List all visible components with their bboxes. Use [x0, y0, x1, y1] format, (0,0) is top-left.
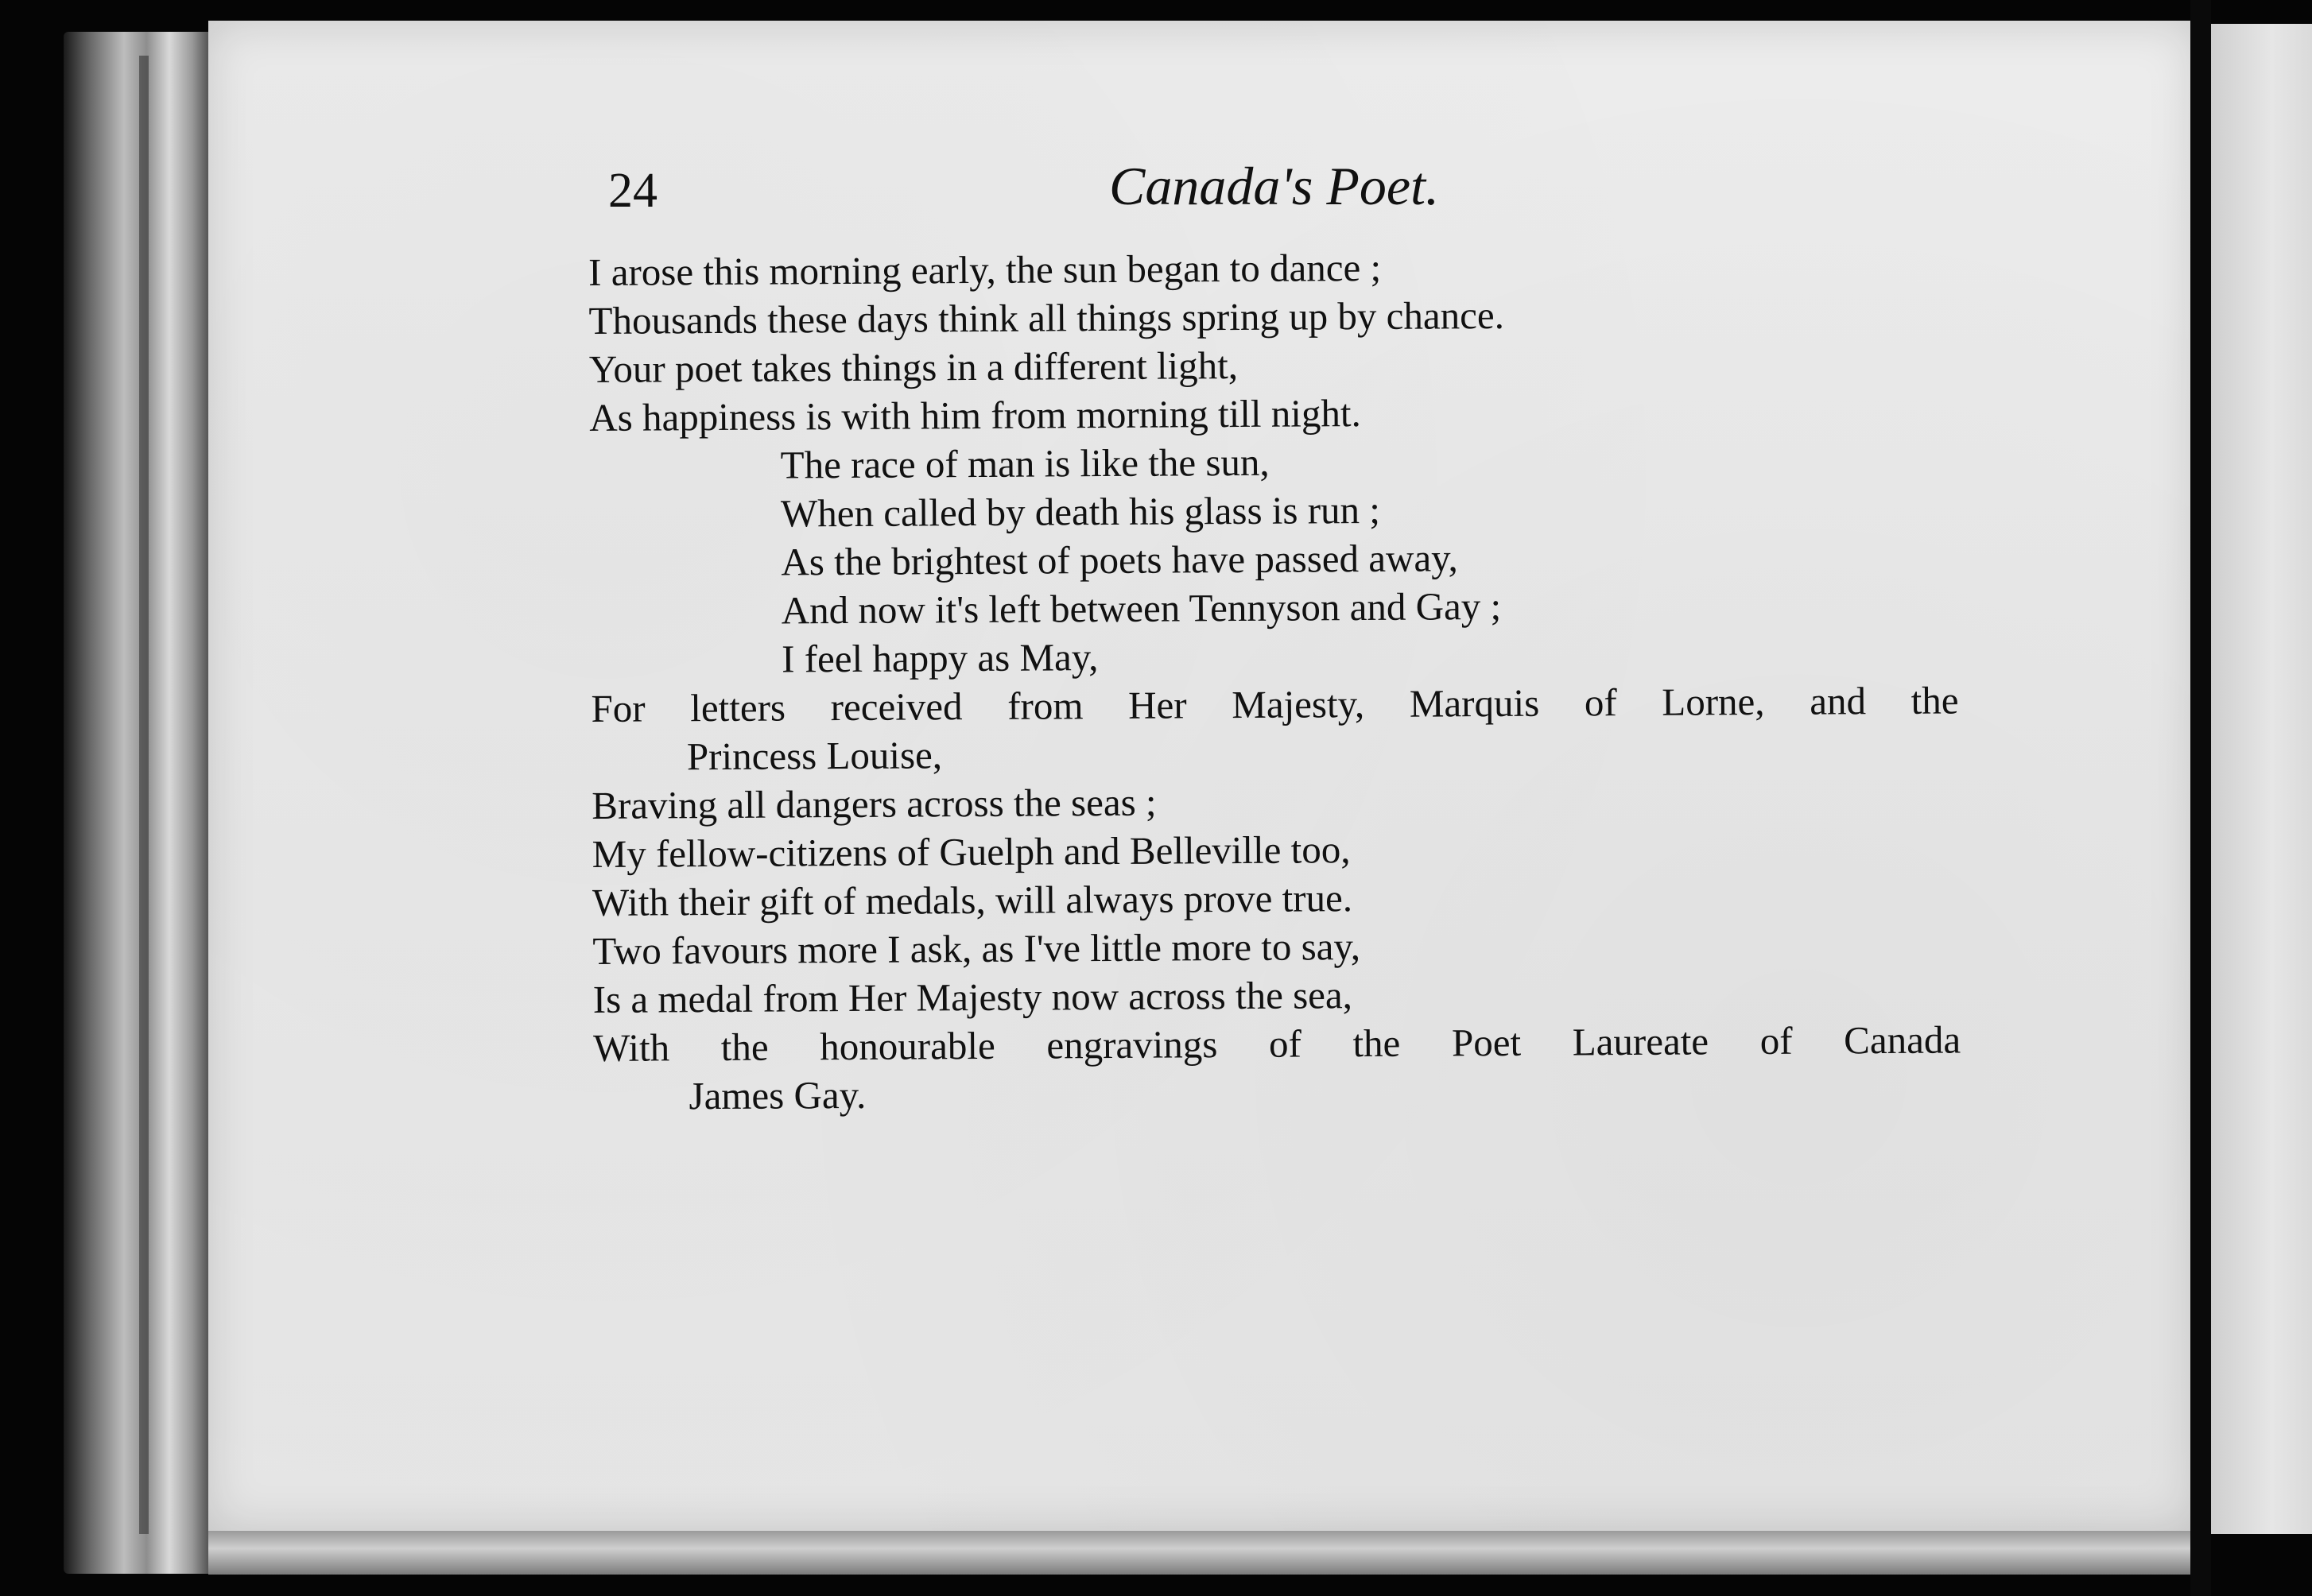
adjacent-page-edge [2211, 24, 2312, 1534]
poem-line: As the brightest of poets have passed away, [781, 536, 1458, 584]
poem-line: Thousands these days think all things spring up by chance. [588, 292, 1505, 343]
binding-edge [139, 56, 149, 1534]
poem-line: Braving all dangers across the seas ; [592, 780, 1157, 827]
poem-line: As happiness is with him from morning till night. [589, 391, 1361, 440]
poem-text [588, 239, 1977, 1121]
page-gutter [2190, 0, 2211, 1596]
page-number: 24 [608, 164, 658, 218]
poem-line: James Gay. [689, 1072, 867, 1118]
running-header [608, 155, 1483, 227]
poem-line: Princess Louise, [686, 733, 943, 779]
poem-line: With their gift of medals, will always prove true. [592, 876, 1353, 924]
running-title: Canada's Poet. [1109, 156, 1439, 216]
page-bottom-edge [208, 1531, 2196, 1575]
poem-line: Is a medal from Her Majesty now across the sea, [592, 973, 1353, 1021]
poem-line: Your poet takes things in a different light, [588, 343, 1239, 391]
poem-line: The race of man is like the sun, [780, 440, 1270, 487]
poem-line: I feel happy as May, [781, 635, 1099, 681]
poem-line: My fellow-citizens of Guelph and Belleville too, [592, 827, 1351, 876]
poem-line: When called by death his glass is run ; [780, 487, 1381, 536]
poem-line: Two favours more I ask, as I've little more to say, [592, 924, 1361, 973]
poem-line: And now it's left between Tennyson and Gay ; [781, 583, 1502, 633]
poem-line: For letters received from Her Majesty, Marquis of Lorne, and the [591, 678, 1959, 730]
poem-line: With the honourable engravings of the Poet Laureate of Canada [592, 1017, 1961, 1070]
poem-line: I arose this morning early, the sun began to dance ; [588, 245, 1382, 294]
